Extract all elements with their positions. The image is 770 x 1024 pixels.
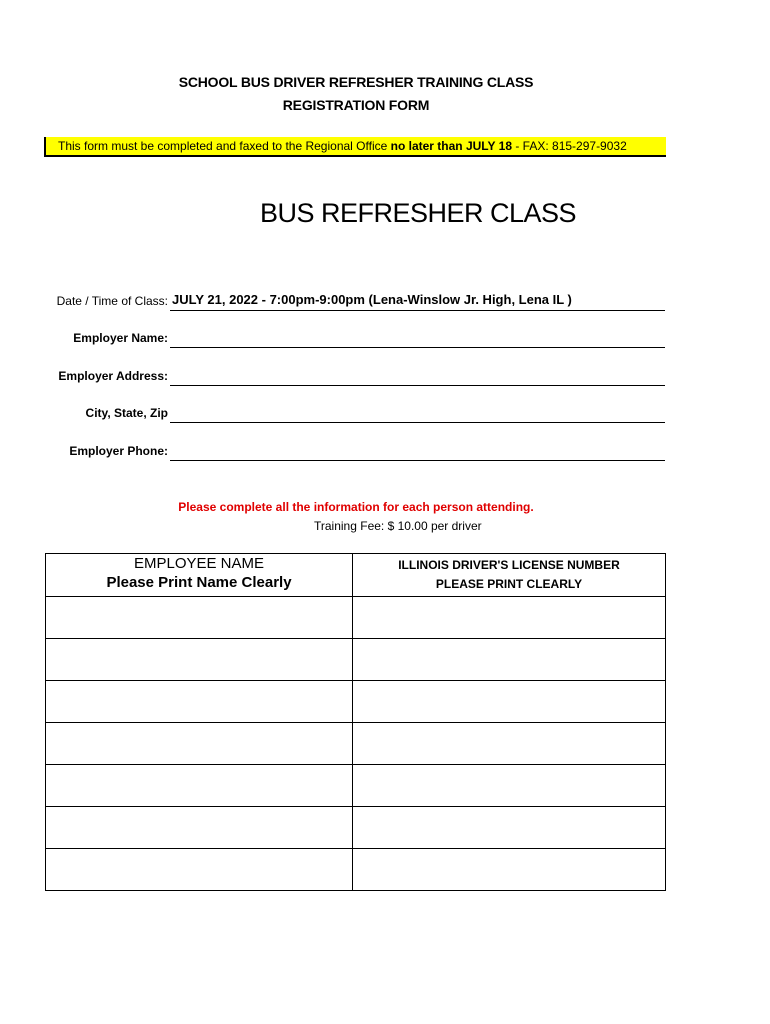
notice-text: This form must be completed and faxed to the Regional Office bbox=[58, 139, 391, 153]
date-time-value: JULY 21, 2022 - 7:00pm-9:00pm (Lena-Winslow Jr. High, Lena IL ) bbox=[172, 292, 572, 307]
license-number-cell[interactable] bbox=[353, 723, 666, 765]
table-row bbox=[46, 723, 666, 765]
employer-phone-field[interactable] bbox=[170, 444, 665, 461]
employee-name-cell[interactable] bbox=[46, 639, 353, 681]
license-number-subheading: PLEASE PRINT CLEARLY bbox=[435, 577, 583, 591]
date-time-label: Date / Time of Class: bbox=[56, 294, 168, 308]
table-row bbox=[46, 597, 666, 639]
license-number-cell[interactable] bbox=[353, 849, 666, 891]
employee-name-cell[interactable] bbox=[46, 681, 353, 723]
license-number-cell[interactable] bbox=[353, 807, 666, 849]
license-number-header bbox=[353, 554, 666, 597]
license-number-cell[interactable] bbox=[353, 681, 666, 723]
license-number-cell[interactable] bbox=[353, 597, 666, 639]
employer-address-label: Employer Address: bbox=[58, 369, 168, 383]
license-number-cell[interactable] bbox=[353, 639, 666, 681]
table-header-row bbox=[46, 554, 666, 597]
class-title: BUS REFRESHER CLASS bbox=[259, 198, 577, 228]
notice-deadline: no later than JULY 18 bbox=[390, 139, 513, 153]
employee-name-cell[interactable] bbox=[46, 849, 353, 891]
employer-address-field[interactable] bbox=[170, 369, 665, 386]
fax-deadline-notice bbox=[44, 137, 666, 157]
employee-name-header bbox=[46, 554, 353, 597]
license-number-heading: ILLINOIS DRIVER'S LICENSE NUMBER bbox=[398, 558, 620, 572]
employee-name-cell[interactable] bbox=[46, 807, 353, 849]
attendee-instructions: Please complete all the information for each person attending. bbox=[178, 500, 534, 514]
table-row bbox=[46, 765, 666, 807]
training-fee: Training Fee: $ 10.00 per driver bbox=[314, 519, 482, 533]
employee-name-cell[interactable] bbox=[46, 597, 353, 639]
table-row bbox=[46, 639, 666, 681]
employer-name-field[interactable] bbox=[170, 331, 665, 348]
city-state-zip-field[interactable] bbox=[170, 406, 665, 423]
city-state-zip-label: City, State, Zip bbox=[85, 406, 168, 420]
table-row bbox=[46, 807, 666, 849]
license-number-cell[interactable] bbox=[353, 765, 666, 807]
attendee-table bbox=[45, 553, 666, 891]
notice-fax: - FAX: 815-297-9032 bbox=[512, 139, 627, 153]
form-title: SCHOOL BUS DRIVER REFRESHER TRAINING CLASS bbox=[178, 74, 534, 90]
employee-name-subheading: Please Print Name Clearly bbox=[106, 574, 292, 591]
table-row bbox=[46, 681, 666, 723]
employee-name-cell[interactable] bbox=[46, 723, 353, 765]
employee-name-heading: EMPLOYEE NAME bbox=[133, 555, 265, 572]
employer-name-label: Employer Name: bbox=[73, 331, 168, 345]
form-subtitle: REGISTRATION FORM bbox=[282, 97, 430, 113]
employee-name-cell[interactable] bbox=[46, 765, 353, 807]
table-row bbox=[46, 849, 666, 891]
employer-phone-label: Employer Phone: bbox=[69, 444, 168, 458]
